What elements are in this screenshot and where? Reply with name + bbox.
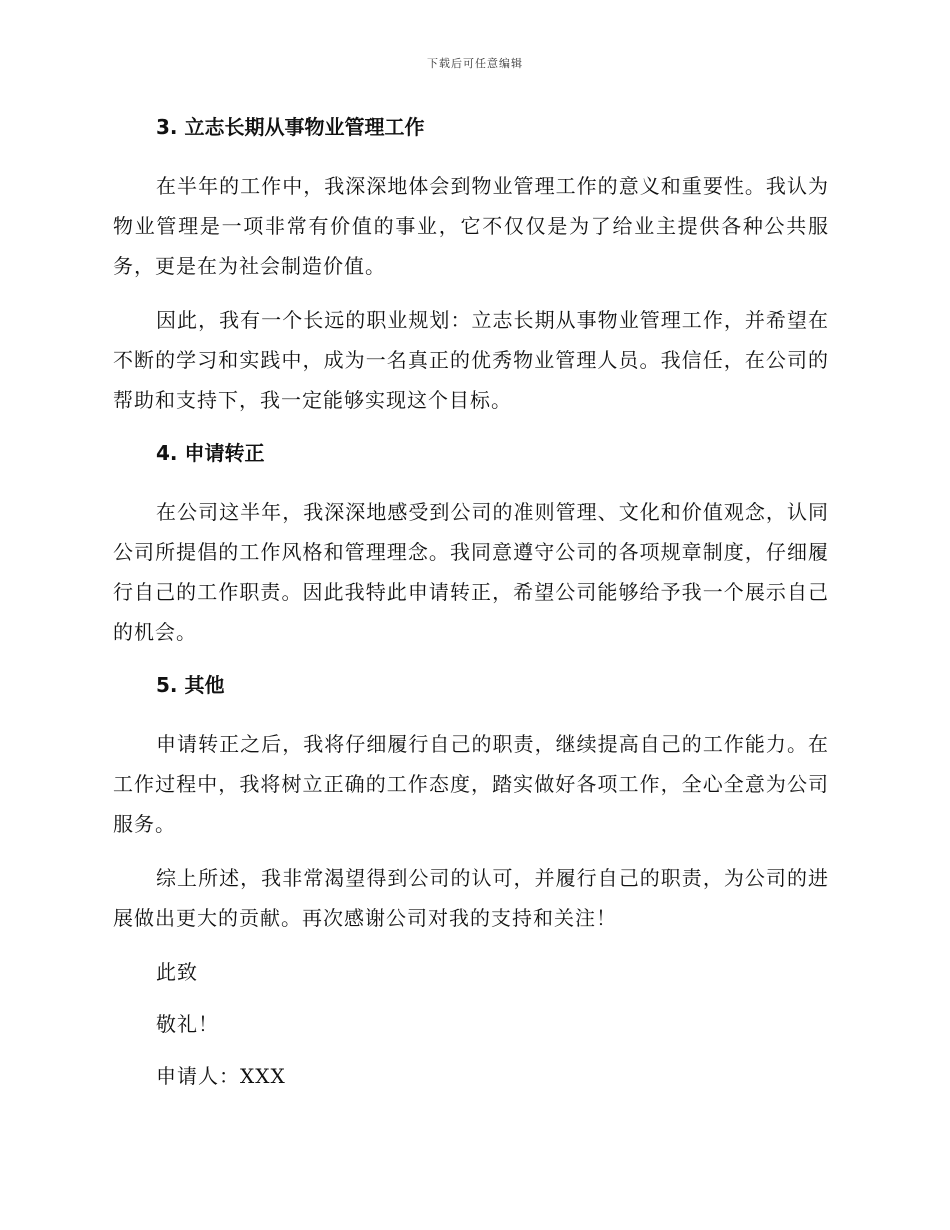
paragraph: 申请转正之后，我将仔细履行自己的职责，继续提高自己的工作能力。在工作过程中，我将树立正确的工作态度，踏实做好各项工作，全心全意为公司服务。 (113, 732, 829, 836)
document-body (113, 108, 829, 1108)
applicant-signature: 申请人：XXX (156, 1064, 286, 1088)
paragraph: 在半年的工作中，我深深地体会到物业管理工作的意义和重要性。我认为物业管理是一项非常有价值的事业，它不仅仅是为了给业主提供各种公共服务，更是在为社会制造价值。 (113, 174, 829, 278)
paragraph: 综上所述，我非常渴望得到公司的认可，并履行自己的职责，为公司的进展做出更大的贡献。再次感谢公司对我的支持和关注！ (113, 866, 829, 930)
section-heading-4: 4. 申请转正 (156, 441, 265, 465)
closing-salutation: 此致 (156, 960, 198, 984)
section-heading-3: 3. 立志长期从事物业管理工作 (156, 115, 425, 139)
paragraph: 在公司这半年，我深深地感受到公司的准则管理、文化和价值观念，认同公司所提倡的工作风格和管理理念。我同意遵守公司的各项规章制度，仔细履行自己的工作职责。因此我特此申请转正，希望公司能够给予我一个展示自己的机会。 (113, 500, 829, 644)
paragraph: 因此，我有一个长远的职业规划：立志长期从事物业管理工作，并希望在不断的学习和实践中，成为一名真正的优秀物业管理人员。我信任，在公司的帮助和支持下，我一定能够实现这个目标。 (113, 308, 829, 412)
section-heading-5: 5. 其他 (156, 673, 225, 697)
closing-regards: 敬礼！ (156, 1012, 219, 1036)
page-header: 下载后可任意编辑 (427, 57, 523, 70)
